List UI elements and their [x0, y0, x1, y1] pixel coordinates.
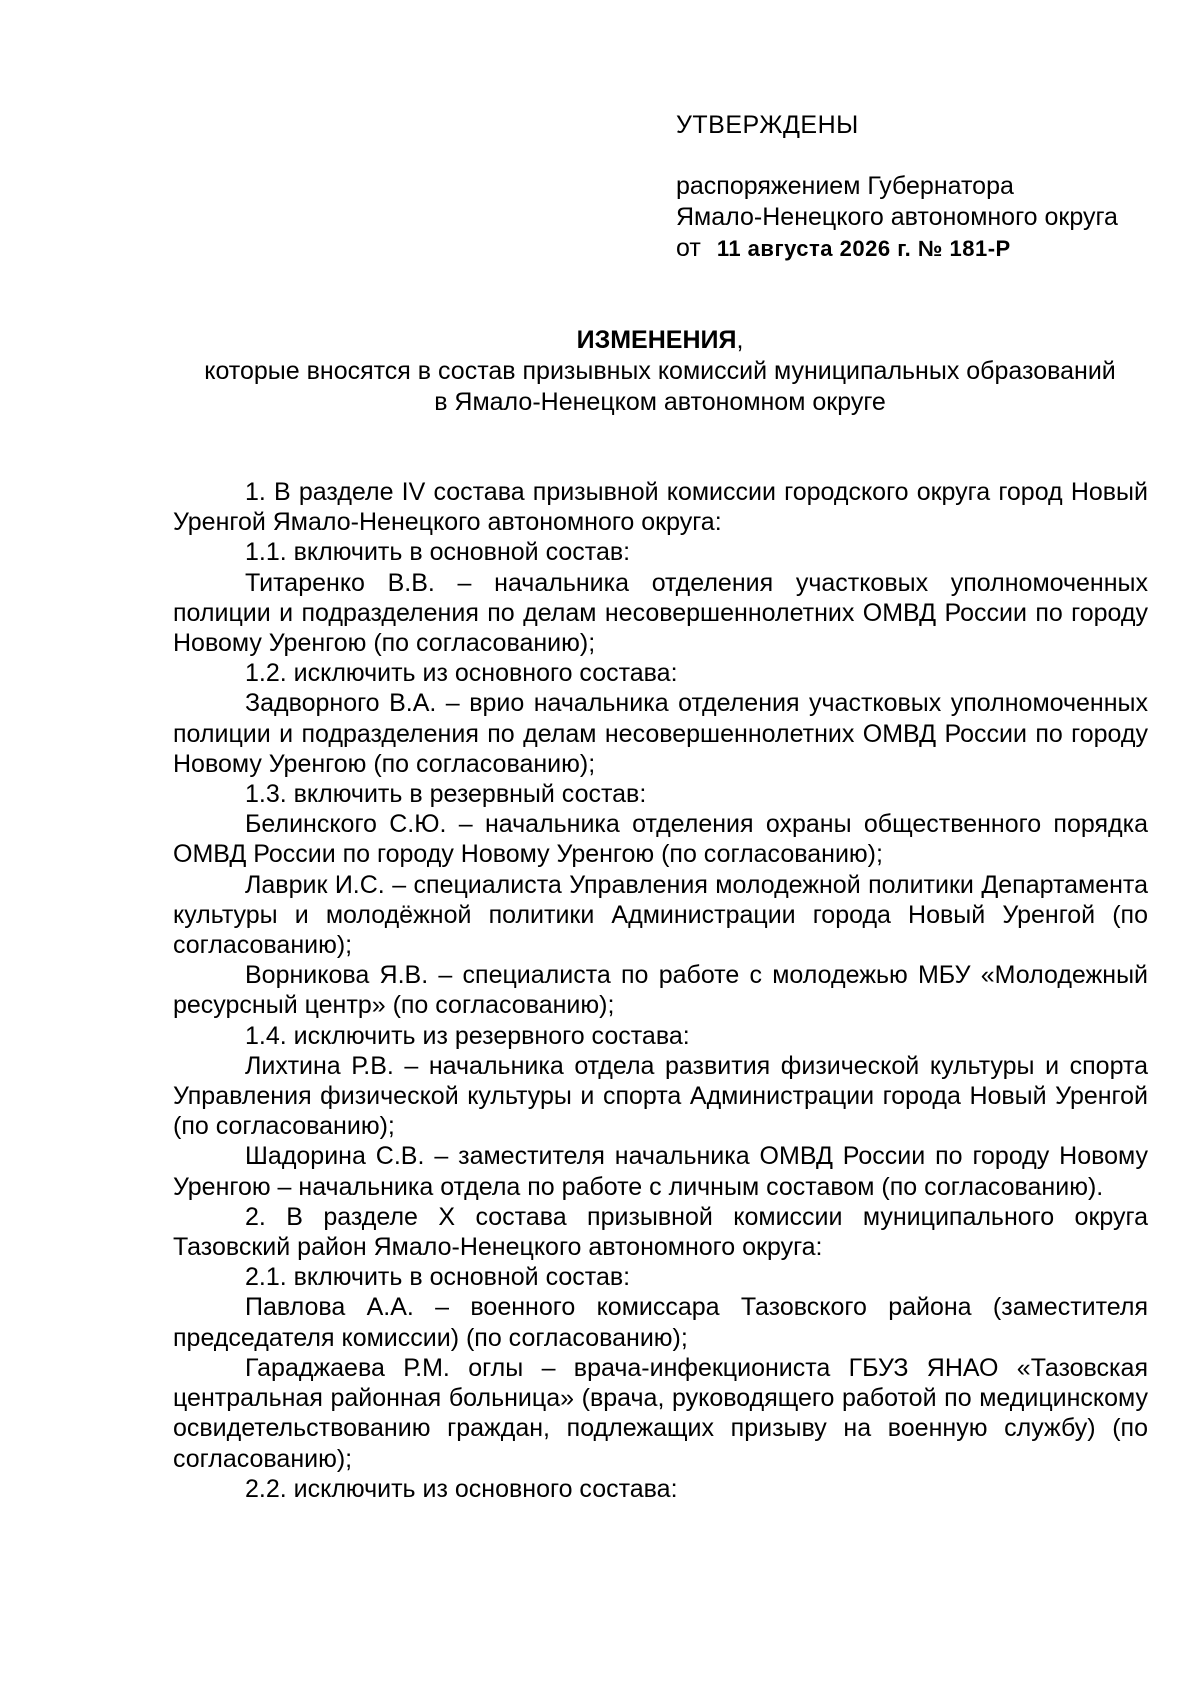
paragraph-person: Шадорина С.В. – заместителя начальника ОМВД России по городу Новому Уренгою – начальника отдела по работе с личным составом (по согласованию). [173, 1142, 1148, 1201]
approval-date-line [676, 233, 1176, 264]
paragraph-person: Задворного В.А. – врио начальника отделения участковых уполномоченных полиции и подразделения по делам несовершеннолетних ОМВД России по городу Новому Уренгою (по согласованию); [173, 689, 1148, 778]
approval-line-2: Ямало-Ненецкого автономного округа [676, 203, 1118, 231]
date-prefix: от [676, 234, 701, 262]
document-title-block [160, 325, 1160, 418]
order-date-number: 11 августа 2026 г. № 181-Р [716, 236, 1011, 261]
paragraph-person: Белинского С.Ю. – начальника отделения охраны общественного порядка ОМВД России по городу Новому Уренгою (по согласованию); [173, 810, 1148, 869]
paragraph-person: Лихтина Р.В. – начальника отдела развития физической культуры и спорта Управления физической культуры и спорта Администрации города Новый Уренгой (по согласованию); [173, 1051, 1148, 1141]
paragraph-item-1-4: 1.4. исключить из резервного состава: [245, 1021, 690, 1050]
paragraph-item-1-2: 1.2. исключить из основного состава: [245, 659, 678, 688]
paragraph-person: Титаренко В.В. – начальника отделения участковых уполномоченных полиции и подразделения по делам несовершеннолетних ОМВД России по городу Новому Уренгою (по согласованию); [173, 568, 1148, 658]
approval-line-1: распоряжением Губернатора [676, 172, 1014, 200]
paragraph-person: Лаврик И.С. – специалиста Управления молодежной политики Департамента культуры и молодёжной политики Администрации города Новый Уренгой (по согласованию); [173, 870, 1148, 960]
document-subtitle-line-2: в Ямало-Ненецком автономном округе [434, 388, 886, 416]
approved-label: УТВЕРЖДЕНЫ [676, 111, 859, 139]
paragraph-item-2: 2. В разделе X состава призывной комиссии муниципального округа Тазовский район Ямало-Ненецкого автономного округа: [173, 1202, 1148, 1262]
approval-block [676, 110, 1176, 264]
paragraph-person: Ворникова Я.В. – специалиста по работе с молодежью МБУ «Молодежный ресурсный центр» (по согласованию); [173, 961, 1148, 1020]
document-title [160, 325, 1160, 356]
paragraph-person: Гараджаева Р.М. оглы – врача-инфекциониста ГБУЗ ЯНАО «Тазовская центральная районная больница» (врача, руководящего работой по медицинскому освидетельствованию граждан, подлежащих призыву на военную службу) (по согласованию); [173, 1353, 1148, 1473]
paragraph-person: Павлова А.А. – военного комиссара Тазовского района (заместителя председателя комиссии) (по согласованию); [173, 1293, 1148, 1352]
document-subtitle-line-1: которые вносятся в состав призывных комиссий муниципальных образований [204, 357, 1116, 385]
paragraph-item-1: 1. В разделе IV состава призывной комиссии городского округа город Новый Уренгой Ямало-Ненецкого автономного округа: [173, 478, 1148, 537]
paragraph-item-1-3: 1.3. включить в резервный состав: [245, 780, 647, 809]
paragraph-item-1-1: 1.1. включить в основной состав: [245, 538, 631, 567]
paragraph-item-2-1: 2.1. включить в основной состав: [245, 1263, 631, 1292]
document-title-main: ИЗМЕНЕНИЯ [576, 326, 737, 354]
document-body [173, 477, 1148, 1504]
paragraph-item-2-2: 2.2. исключить из основного состава: [245, 1474, 678, 1503]
document-title-suffix: , [736, 326, 744, 354]
